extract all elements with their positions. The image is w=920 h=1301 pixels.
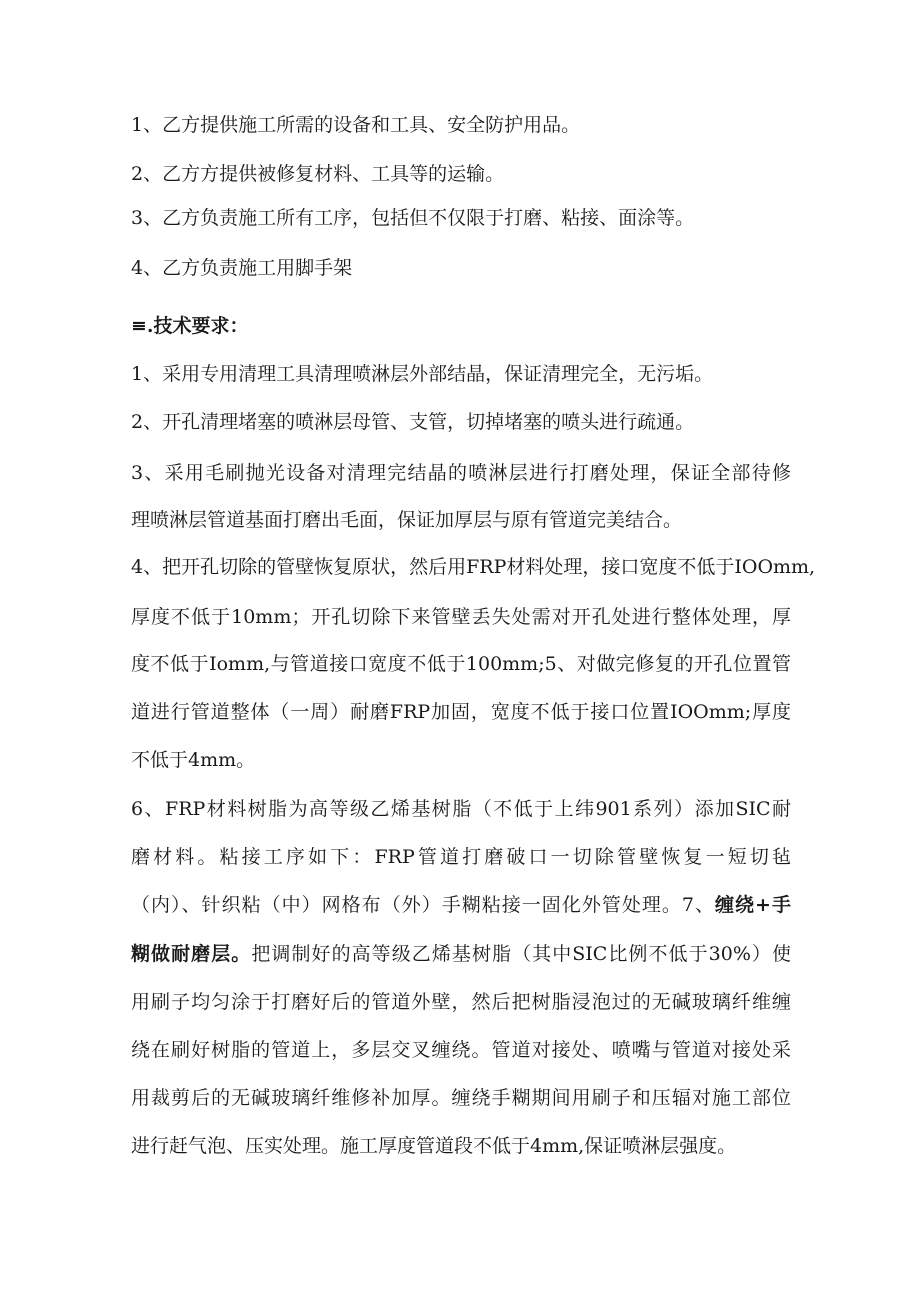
paragraph-line: 1、采用专用清理工具清理喷淋层外部结晶，保证清理完全，无污垢。 (131, 363, 714, 385)
paragraph-line (131, 942, 791, 966)
emphasis-text: 糊做耐磨层。 (131, 943, 252, 965)
paragraph-line: 道进行管道整体（一周）耐磨FRP加固，宽度不低于接口位置IOOmm;厚度 (131, 701, 791, 723)
paragraph-line: 进行赶气泡、压实处理。施工厚度管道段不低于4mm,保证喷淋层强度。 (131, 1135, 737, 1157)
list-item: 2、乙方方提供被修复材料、工具等的运输。 (131, 163, 505, 185)
paragraph-text: 把调制好的高等级乙烯基树脂（其中SIC比例不低于30%）使 (251, 943, 791, 965)
paragraph-line: 用刷子均匀涂于打磨好后的管道外壁，然后把树脂浸泡过的无碱玻璃纤维缠 (131, 991, 791, 1013)
emphasis-text: 缠绕+手 (715, 894, 791, 916)
paragraph-line: 绕在刷好树脂的管道上，多层交叉缠绕。管道对接处、喷嘴与管道对接处采 (131, 1039, 791, 1061)
list-item: 3、乙方负责施工所有工序，包括但不仅限于打磨、粘接、面涂等。 (131, 207, 695, 229)
paragraph-line (131, 893, 791, 917)
paragraph-line: 4、把开孔切除的管壁恢复原状，然后用FRP材料处理，接口宽度不低于IOOmm, (131, 556, 816, 578)
paragraph-line: 2、开孔清理堵塞的喷淋层母管、支管，切掉堵塞的喷头进行疏通。 (131, 411, 695, 433)
paragraph-line: 3、采用毛刷抛光设备对清理完结晶的喷淋层进行打磨处理，保证全部待修 (131, 462, 791, 484)
paragraph-line: 6、FRP材料树脂为高等级乙烯基树脂（不低于上纬901系列）添加SIC耐 (131, 798, 791, 820)
paragraph-line: 用裁剪后的无碱玻璃纤维修补加厚。缠绕手糊期间用刷子和压辐对施工部位 (131, 1087, 791, 1109)
paragraph-line: 磨材料。粘接工序如下：FRP管道打磨破口一切除管壁恢复一短切毡 (131, 846, 791, 868)
paragraph-text: （内）、针织粘（中）网格布（外）手糊粘接一固化外管处理。7、 (131, 894, 716, 916)
paragraph-line: 度不低于Iomm,与管道接口宽度不低于100mm;5、对做完修复的开孔位置管 (131, 653, 791, 675)
section-heading: ≡.技术要求： (131, 315, 249, 337)
paragraph-line: 厚度不低于10mm；开孔切除下来管壁丢失处需对开孔处进行整体处理，厚 (131, 606, 791, 628)
paragraph-line: 不低于4mm。 (131, 749, 256, 771)
list-item: 4、乙方负责施工用脚手架 (131, 257, 353, 279)
paragraph-line: 理喷淋层管道基面打磨出毛面，保证加厚层与原有管道完美结合。 (131, 509, 683, 531)
list-item: 1、乙方提供施工所需的设备和工具、安全防护用品。 (131, 114, 581, 136)
